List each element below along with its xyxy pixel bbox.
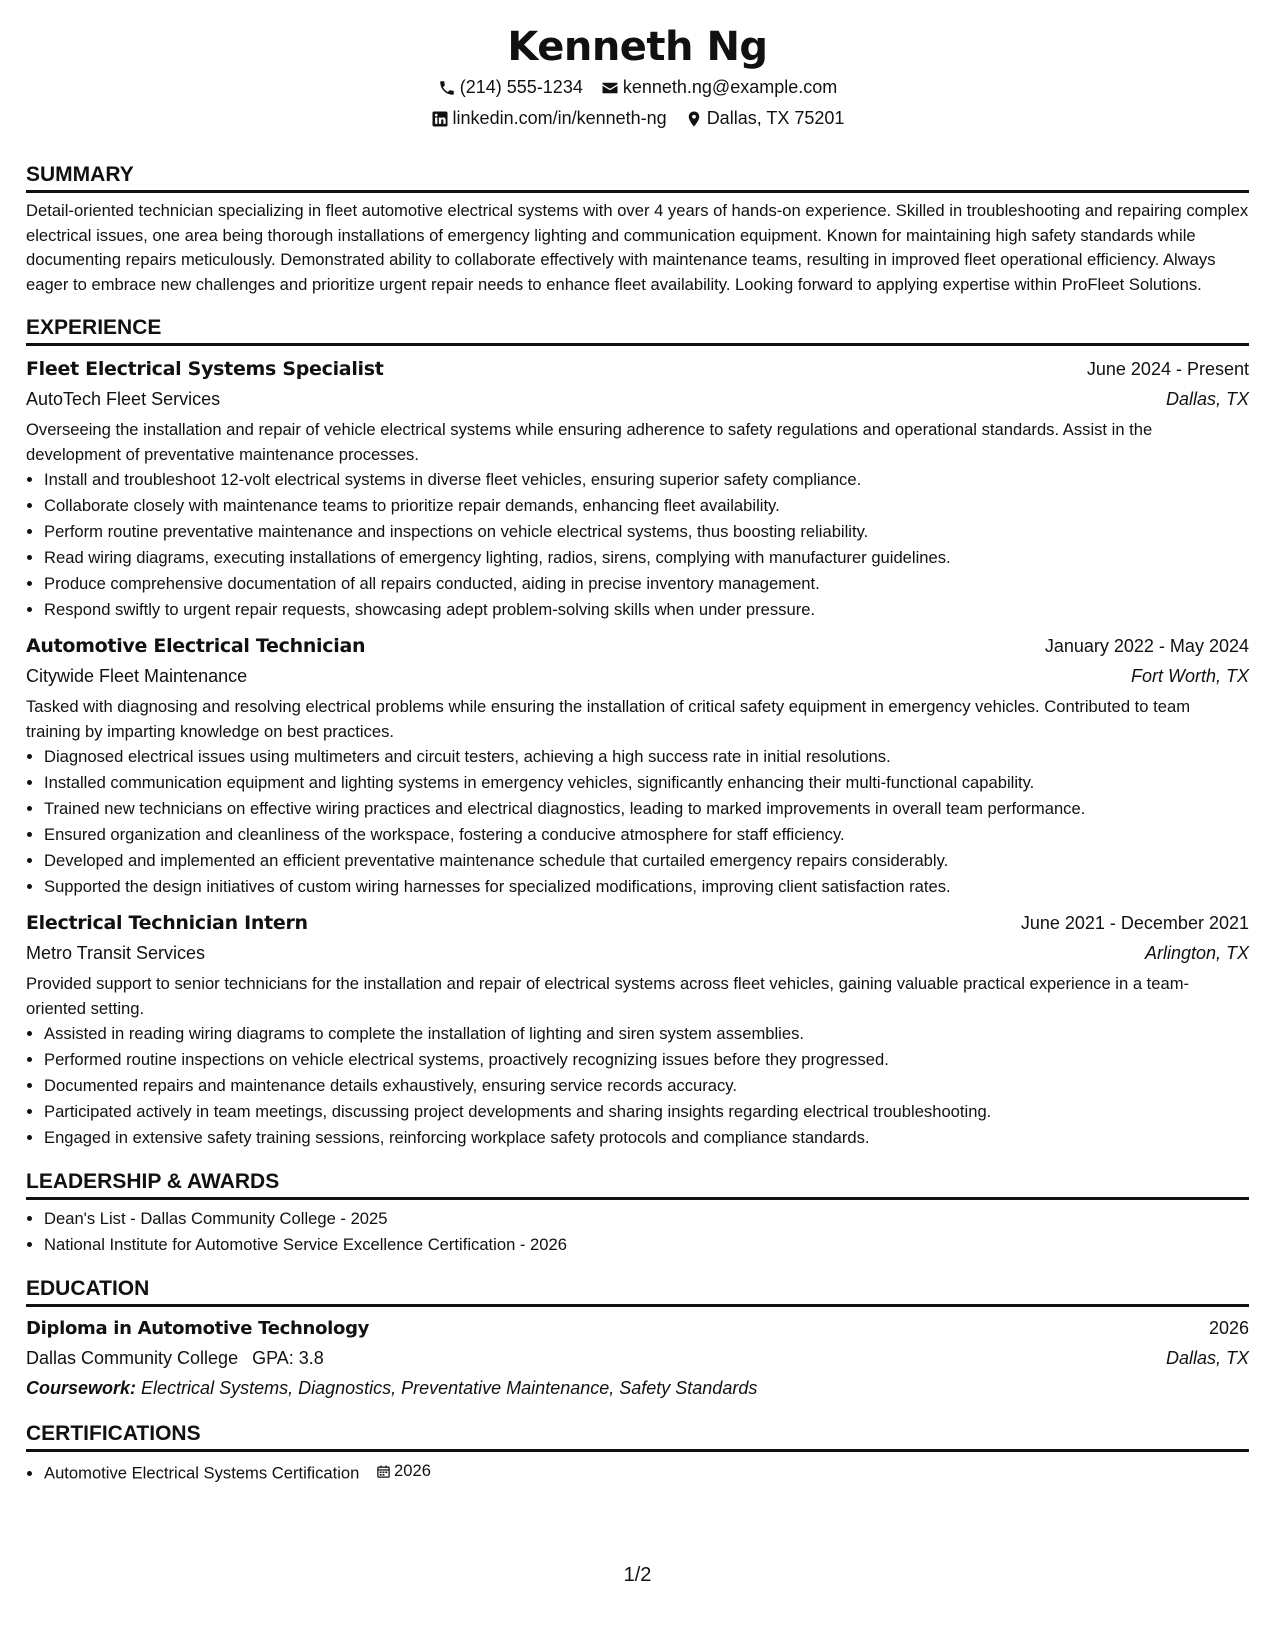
location-text: Dallas, TX 75201 xyxy=(706,108,845,128)
phone-icon xyxy=(438,79,456,97)
job-entry xyxy=(26,354,1249,623)
bullet-item: • Supported the design initiatives of custom wiring harnesses for specialized modifications, improving client satisfaction rates. xyxy=(44,874,1249,900)
calendar-icon xyxy=(376,1464,391,1479)
phone-text: (214) 555-1234 xyxy=(459,77,583,97)
bullet-item: • Engaged in extensive safety training sessions, reinforcing workplace safety protocols and compliance standards. xyxy=(44,1125,1249,1151)
linkedin-link[interactable]: linkedin.com/in/kenneth-ng xyxy=(452,108,667,128)
gpa-text: GPA: 3.8 xyxy=(252,1348,324,1369)
resume-page xyxy=(26,0,1249,1487)
bullet-item: • Performed routine inspections on vehicle electrical systems, proactively recognizing issues before they progressed. xyxy=(44,1047,1249,1073)
linkedin-icon xyxy=(431,110,449,128)
school-info xyxy=(26,1343,324,1373)
certification-year: 2026 xyxy=(394,1461,431,1481)
certification-item xyxy=(44,1458,1249,1487)
map-pin-icon xyxy=(685,110,703,128)
bullet-item: • Participated actively in team meetings, discussing project developments and sharing insights regarding electrical troubleshooting. xyxy=(44,1099,1249,1125)
education-heading: EDUCATION xyxy=(26,1276,1249,1307)
resume-header xyxy=(26,0,1249,134)
awards-list xyxy=(26,1206,1249,1258)
bullet-item: • Developed and implemented an efficient preventative maintenance schedule that curtailed emergency repairs considerably. xyxy=(44,848,1249,874)
coursework-line xyxy=(26,1373,1249,1403)
education-year: 2026 xyxy=(1208,1318,1249,1339)
candidate-name: Kenneth Ng xyxy=(507,24,768,70)
job-location: Fort Worth, TX xyxy=(1130,666,1249,687)
bullet-item: • Trained new technicians on effective wiring practices and electrical diagnostics, leading to marked improvements in overall team performance. xyxy=(44,796,1249,822)
job-location: Arlington, TX xyxy=(1144,943,1249,964)
page-number: 1/2 xyxy=(623,1564,652,1586)
bullet-item: • Perform routine preventative maintenance and inspections on vehicle electrical systems, thus boosting reliability. xyxy=(44,519,1249,545)
location-contact xyxy=(685,103,845,134)
email-contact[interactable] xyxy=(601,72,837,103)
company-name: Citywide Fleet Maintenance xyxy=(26,666,248,687)
job-entry xyxy=(26,908,1249,1151)
job-title: Electrical Technician Intern xyxy=(26,912,308,935)
bullet-item: • Collaborate closely with maintenance teams to prioritize repair demands, enhancing fleet availability. xyxy=(44,493,1249,519)
bullet-item: • Installed communication equipment and lighting systems in emergency vehicles, significantly enhancing their multi-functional capability. xyxy=(44,770,1249,796)
certifications-heading: CERTIFICATIONS xyxy=(26,1421,1249,1452)
certification-name: Automotive Electrical Systems Certification xyxy=(44,1463,360,1483)
leadership-heading: LEADERSHIP & AWARDS xyxy=(26,1169,1249,1200)
job-bullets xyxy=(26,1021,1249,1151)
coursework-text: Electrical Systems, Diagnostics, Preventative Maintenance, Safety Standards xyxy=(141,1378,758,1399)
summary-text: Detail-oriented technician specializing in fleet automotive electrical systems with over 4 years of hands-on experience. Skilled in troubleshooting and repairing complex electrical issues, one area being thorough installations of emergency lighting and communication equipment. Known for maintaining high safety standards while documenting repairs meticulously. Demonstrated ability to collaborate effectively with maintenance teams, resulting in improved fleet operational efficiency. Always eager to embrace new challenges and prioritize urgent repair needs to enhance fleet availability. Looking forward to applying expertise within ProFleet Solutions. xyxy=(26,201,1249,294)
linkedin-contact[interactable] xyxy=(431,103,667,134)
phone-contact xyxy=(438,72,583,103)
job-bullets xyxy=(26,744,1249,900)
school-location: Dallas, TX xyxy=(1165,1348,1249,1369)
bullet-item: • Read wiring diagrams, executing installations of emergency lighting, radios, sirens, complying with manufacturer guidelines. xyxy=(44,545,1249,571)
contact-line-2 xyxy=(26,103,1249,134)
summary-heading: SUMMARY xyxy=(26,162,1249,193)
job-entry xyxy=(26,631,1249,900)
email-link[interactable]: kenneth.ng@example.com xyxy=(622,77,838,97)
education-entry xyxy=(26,1313,1249,1403)
school-name: Dallas Community College xyxy=(26,1348,239,1369)
bullet-item: • Assisted in reading wiring diagrams to complete the installation of lighting and siren system assemblies. xyxy=(44,1021,1249,1047)
company-name: AutoTech Fleet Services xyxy=(26,389,221,410)
bullet-item: • Diagnosed electrical issues using multimeters and circuit testers, achieving a high success rate in initial resolutions. xyxy=(44,744,1249,770)
certification-date xyxy=(376,1458,431,1484)
certifications-list xyxy=(26,1458,1249,1487)
job-bullets xyxy=(26,467,1249,623)
award-item: • National Institute for Automotive Service Excellence Certification - 2026 xyxy=(44,1232,1249,1258)
bullet-item: • Documented repairs and maintenance details exhaustively, ensuring service records accuracy. xyxy=(44,1073,1249,1099)
job-dates: June 2024 - Present xyxy=(1086,359,1249,380)
bullet-item: • Ensured organization and cleanliness of the workspace, fostering a conducive atmosphere for staff efficiency. xyxy=(44,822,1249,848)
experience-heading: EXPERIENCE xyxy=(26,315,1249,346)
degree-title: Diploma in Automotive Technology xyxy=(26,1318,370,1340)
bullet-item: • Respond swiftly to urgent repair requests, showcasing adept problem-solving skills when under pressure. xyxy=(44,597,1249,623)
bullet-item: • Install and troubleshoot 12-volt electrical systems in diverse fleet vehicles, ensuring superior safety compliance. xyxy=(44,467,1249,493)
job-description: Overseeing the installation and repair of vehicle electrical systems while ensuring adherence to safety regulations and operational standards. Assist in the development of preventative maintenance processes. xyxy=(26,420,1153,464)
coursework-label: Coursework: xyxy=(26,1378,137,1399)
envelope-icon xyxy=(601,79,619,97)
job-description: Tasked with diagnosing and resolving electrical problems while ensuring the installation of critical safety equipment in emergency vehicles. Contributed to team training by imparting knowledge on best practices. xyxy=(26,697,1191,741)
bullet-item: • Produce comprehensive documentation of all repairs conducted, aiding in precise inventory management. xyxy=(44,571,1249,597)
job-dates: June 2021 - December 2021 xyxy=(1020,913,1249,934)
job-title: Automotive Electrical Technician xyxy=(26,635,366,658)
job-title: Fleet Electrical Systems Specialist xyxy=(26,358,384,381)
job-description: Provided support to senior technicians for the installation and repair of electrical systems across fleet vehicles, gaining valuable practical experience in a team-oriented setting. xyxy=(26,974,1190,1018)
job-location: Dallas, TX xyxy=(1165,389,1249,410)
job-dates: January 2022 - May 2024 xyxy=(1044,636,1249,657)
award-item: • Dean's List - Dallas Community College - 2025 xyxy=(44,1206,1249,1232)
company-name: Metro Transit Services xyxy=(26,943,206,964)
contact-line-1 xyxy=(26,72,1249,103)
